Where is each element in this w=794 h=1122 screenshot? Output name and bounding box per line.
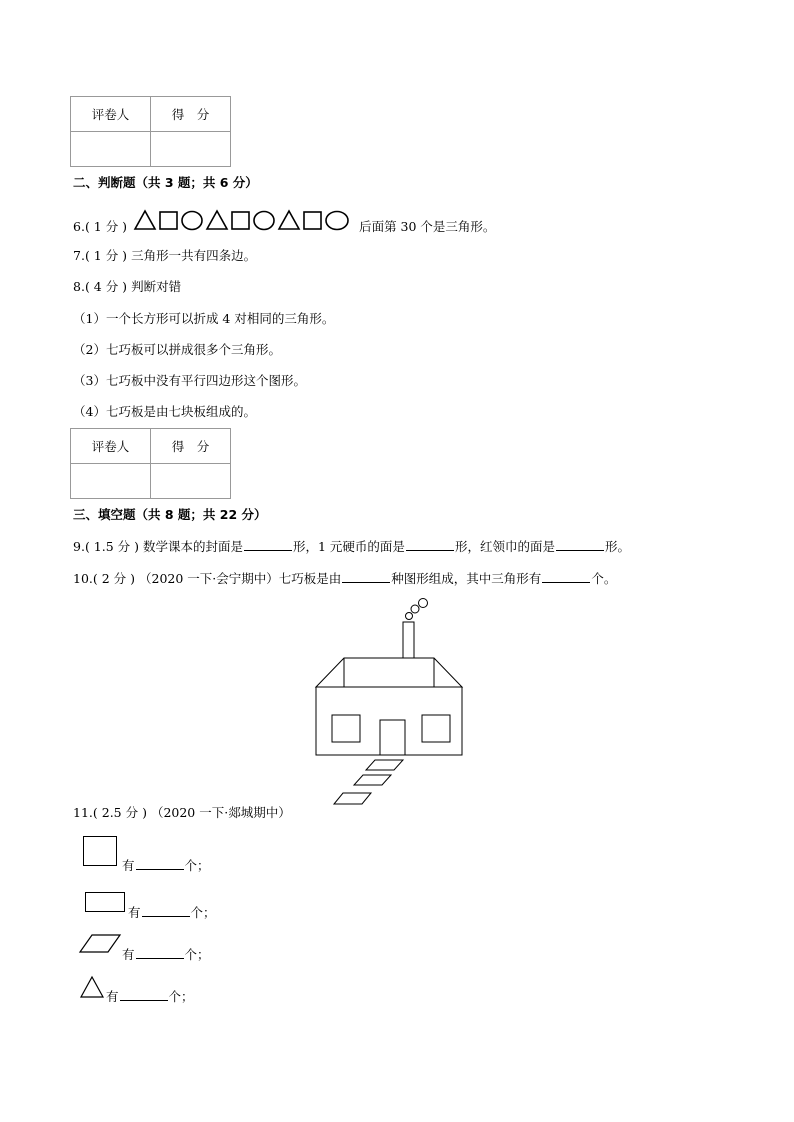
section2-title: 二、判断题（共 3 题；共 6 分）: [73, 175, 258, 190]
q8-item-3: （3）七巧板中没有平行四边形这个图形。: [73, 373, 306, 388]
circle-icon: [182, 212, 202, 230]
answer-blank[interactable]: [142, 904, 190, 917]
right-window: [422, 715, 450, 742]
triangle-icon: [135, 211, 155, 229]
shape-sequence: [133, 208, 373, 232]
score-table-2: [70, 428, 231, 499]
score-cell[interactable]: [151, 132, 231, 167]
square-icon: [304, 212, 321, 229]
smoke-circle: [419, 599, 428, 608]
path-stone: [366, 760, 403, 770]
question-9: 9.( 1.5 分 ) 数学课本的封面是 形，1 元硬币的面是 形，红领巾的面是 形。: [73, 539, 630, 554]
q8-item-2: （2）七巧板可以拼成很多个三角形。: [73, 342, 281, 357]
triangle-icon: [207, 211, 227, 229]
question-11: 11.( 2.5 分 ) （2020 一下·郯城期中）: [73, 805, 291, 820]
rectangle-icon: [85, 892, 127, 914]
score-header: 得 分: [151, 429, 231, 464]
question-10: 10.( 2 分 ) （2020 一下·会宁期中）七巧板是由 种图形组成，其中三角形有 个。: [73, 571, 617, 586]
left-window: [332, 715, 360, 742]
answer-blank[interactable]: [556, 538, 604, 551]
house-illustration: [300, 595, 480, 810]
question-6: 6.( 1 分 ) 后面第 30 个是三角形。: [73, 219, 496, 234]
smoke-circle: [406, 613, 413, 620]
answer-blank[interactable]: [542, 570, 590, 583]
circle-icon: [326, 212, 348, 230]
question-8: 8.( 4 分 ) 判断对错: [73, 279, 182, 294]
reviewer-header: 评卷人: [71, 429, 151, 464]
q11-row-parallelogram: 有 个；: [122, 947, 210, 962]
q11-row-triangle: 有 个；: [106, 989, 194, 1004]
chimney: [403, 622, 414, 658]
answer-blank[interactable]: [120, 988, 168, 1001]
q8-item-1: （1）一个长方形可以折成 4 对相同的三角形。: [73, 311, 335, 326]
smoke-circle: [411, 605, 419, 613]
answer-blank[interactable]: [406, 538, 454, 551]
reviewer-cell[interactable]: [71, 132, 151, 167]
answer-blank[interactable]: [244, 538, 292, 551]
answer-blank[interactable]: [136, 857, 184, 870]
roof: [316, 658, 462, 687]
question-7: 7.( 1 分 ) 三角形一共有四条边。: [73, 248, 257, 263]
q8-item-4: （4）七巧板是由七块板组成的。: [73, 404, 256, 419]
score-cell[interactable]: [151, 464, 231, 499]
path-stone: [334, 793, 371, 804]
square-icon: [83, 836, 119, 868]
triangle-icon: [80, 976, 106, 1000]
answer-blank[interactable]: [136, 946, 184, 959]
triangle-icon: [279, 211, 299, 229]
score-table-1: [70, 96, 231, 167]
house-wall: [316, 687, 462, 755]
score-header: 得 分: [151, 97, 231, 132]
square-icon: [232, 212, 249, 229]
reviewer-cell[interactable]: [71, 464, 151, 499]
answer-blank[interactable]: [342, 570, 390, 583]
reviewer-header: 评卷人: [71, 97, 151, 132]
parallelogram-icon: [80, 934, 122, 954]
square-icon: [160, 212, 177, 229]
q11-row-square: 有 个；: [122, 858, 210, 873]
section3-title: 三、填空题（共 8 题；共 22 分）: [73, 507, 267, 522]
path-stone: [354, 775, 391, 785]
q11-row-rectangle: 有 个；: [128, 905, 216, 920]
circle-icon: [254, 212, 274, 230]
door: [380, 720, 405, 755]
